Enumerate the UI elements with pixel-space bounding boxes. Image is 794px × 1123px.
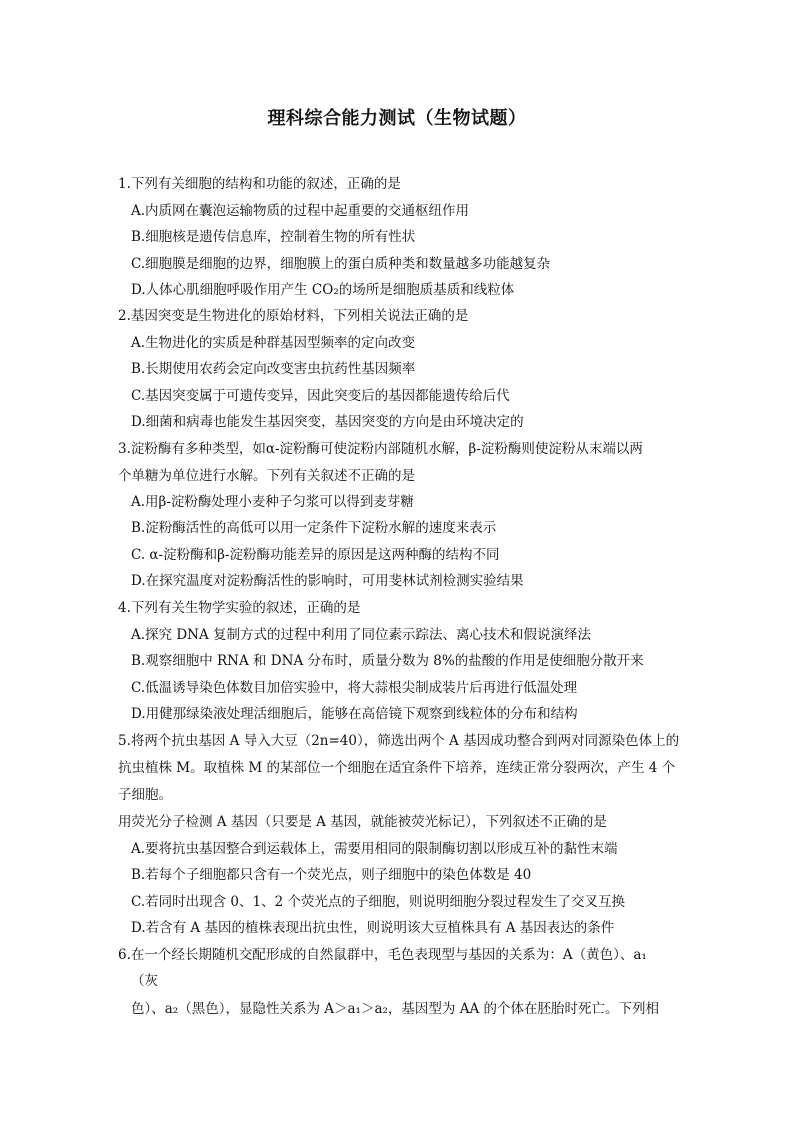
- question-2-option-c: C.基因突变属于可遗传变异，因此突变后的基因都能遗传给后代: [131, 388, 510, 404]
- question-3-option-d: D.在探究温度对淀粉酶活性的影响时，可用斐林试剂检测实验结果: [131, 573, 524, 589]
- question-6-stem-line-3: 色）、a₂（黑色），显隐性关系为 A＞a₁＞a₂，基因型为 AA 的个体在胚胎时死亡。下列相: [131, 1001, 660, 1017]
- question-4-option-a: A.探究 DNA 复制方式的过程中利用了同位素示踪法、离心技术和假说演绎法: [131, 627, 592, 643]
- question-2-stem: 2.基因突变是生物进化的原始材料，下列相关说法正确的是: [118, 308, 469, 324]
- question-1-option-a: A.内质网在囊泡运输物质的过程中起重要的交通枢纽作用: [131, 203, 470, 219]
- question-1-stem: 1.下列有关细胞的结构和功能的叙述，正确的是: [118, 176, 401, 192]
- question-3-option-c: C. α-淀粉酶和β-淀粉酶功能差异的原因是这两种酶的结构不同: [131, 547, 500, 563]
- question-5-note: 用荧光分子检测 A 基因（只要是 A 基因，就能被荧光标记），下列叙述不正确的是: [118, 814, 607, 830]
- question-5-option-c: C.若同时出现含 0、1、2 个荧光点的子细胞，则说明细胞分裂过程发生了交叉互换: [131, 894, 625, 910]
- question-5-stem-line-2: 抗虫植株 M。取植株 M 的某部位一个细胞在适宜条件下培养，连续正常分裂两次，产生 4 个: [118, 760, 676, 776]
- question-3-option-b: B.淀粉酶活性的高低可以用一定条件下淀粉水解的速度来表示: [131, 520, 497, 536]
- question-1-option-b: B.细胞核是遗传信息库，控制着生物的所有性状: [131, 229, 416, 245]
- question-2-option-b: B.长期使用农药会定向改变害虫抗药性基因频率: [131, 361, 416, 377]
- question-2-option-a: A.生物进化的实质是种群基因型频率的定向改变: [131, 335, 416, 351]
- question-1-option-c: C.细胞膜是细胞的边界，细胞膜上的蛋白质种类和数量越多功能越复杂: [131, 256, 551, 272]
- question-5-option-b: B.若每个子细胞都只含有一个荧光点，则子细胞中的染色体数是 40: [131, 867, 532, 883]
- question-3-option-a: A.用β-淀粉酶处理小麦种子匀浆可以得到麦芽糖: [131, 494, 414, 510]
- question-5-stem-line-3: 子细胞。: [118, 787, 172, 803]
- question-6-stem-line-1: 6.在一个经长期随机交配形成的自然鼠群中，毛色表现型与基因的关系为：A（黄色）、a₁: [118, 947, 647, 963]
- question-2-option-d: D.细菌和病毒也能发生基因突变，基因突变的方向是由环境决定的: [131, 414, 524, 430]
- page-title: 理科综合能力测试（生物试题）: [267, 108, 527, 129]
- question-5-stem-line-1: 5.将两个抗虫基因 A 导入大豆（2n=40），筛选出两个 A 基因成功整合到两对同源染色体上的: [118, 733, 680, 749]
- question-4-option-b: B.观察细胞中 RNA 和 DNA 分布时，质量分数为 8%的盐酸的作用是使细胞分散开来: [131, 653, 644, 669]
- question-4-stem: 4.下列有关生物学实验的叙述，正确的是: [118, 600, 361, 616]
- question-5-option-d: D.若含有 A 基因的植株表现出抗虫性，则说明该大豆植株具有 A 基因表达的条件: [131, 920, 615, 936]
- question-3-stem-line-1: 3.淀粉酶有多种类型，如α-淀粉酶可使淀粉内部随机水解，β-淀粉酶则使淀粉从末端以两: [118, 441, 643, 457]
- question-3-stem-line-2: 个单糖为单位进行水解。下列有关叙述不正确的是: [118, 468, 415, 484]
- question-5-option-a: A.要将抗虫基因整合到运载体上，需要用相同的限制酶切割以形成互补的黏性末端: [131, 841, 618, 857]
- question-4-option-d: D.用健那绿染液处理活细胞后，能够在高倍镜下观察到线粒体的分布和结构: [131, 706, 578, 722]
- question-1-option-d: D.人体心肌细胞呼吸作用产生 CO₂的场所是细胞质基质和线粒体: [131, 282, 515, 298]
- question-4-option-c: C.低温诱导染色体数目加倍实验中，将大蒜根尖制成装片后再进行低温处理: [131, 680, 578, 696]
- question-6-stem-line-2: （灰: [131, 973, 158, 989]
